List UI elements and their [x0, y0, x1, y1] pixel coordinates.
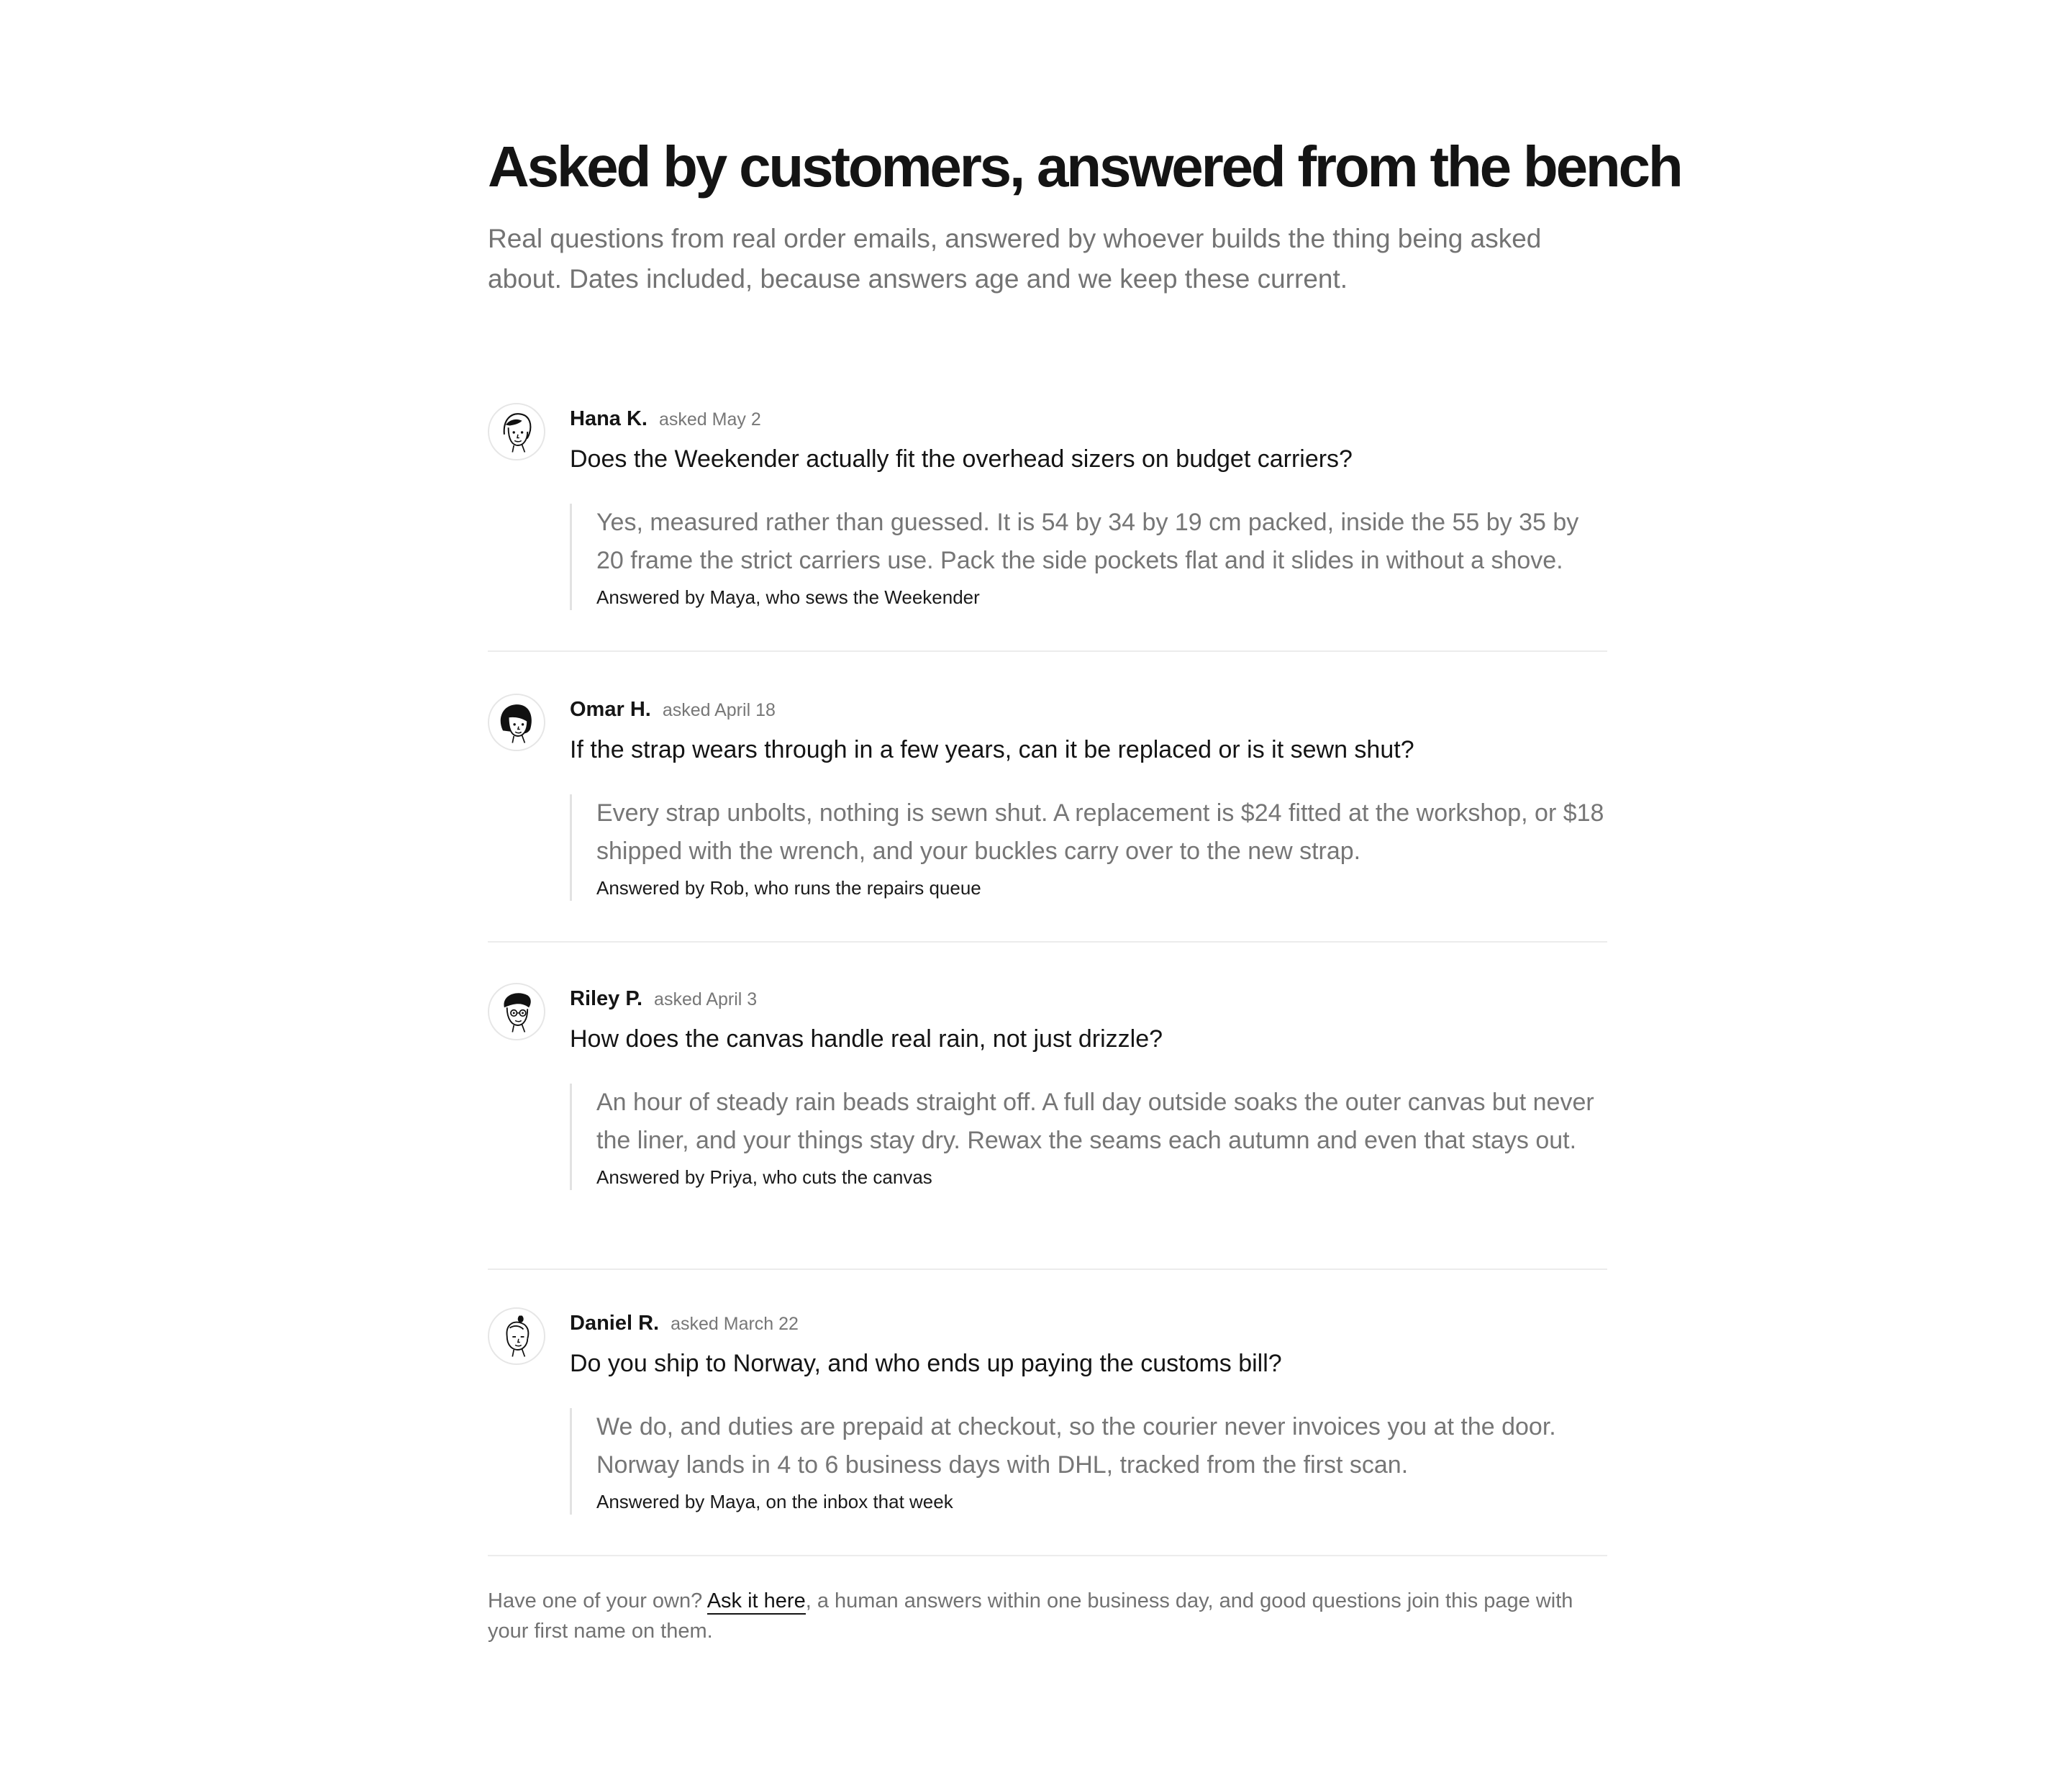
avatar [488, 983, 545, 1040]
asker-name: Omar H. [570, 698, 651, 721]
page-subtitle: Real questions from real order emails, answered by whoever builds the thing being asked about. Dates included, because answers age and we keep these current. [488, 224, 1542, 294]
ask-it-here-link[interactable]: Ask it here [707, 1589, 806, 1615]
avatar [488, 1307, 545, 1365]
qa-item-hana [488, 403, 1607, 652]
answer-attribution: Answered by Maya, on the inbox that week [596, 1491, 953, 1512]
footer-tail: , a human answers within one business day, and good questions join this page with your first name on them. [488, 1589, 1573, 1643]
question-text: Do you ship to Norway, and who ends up paying the customs bill? [570, 1350, 1282, 1377]
question-text: How does the canvas handle real rain, not just drizzle? [570, 1025, 1163, 1053]
answer-text: Every strap unbolts, nothing is sewn shut. A replacement is $24 fitted at the workshop, or $18 shipped with the wrench, and your buckles carry over to the new strap. [596, 799, 1604, 865]
face-daniel-icon [489, 1309, 544, 1363]
answer-block [570, 794, 1607, 901]
face-omar-icon [489, 695, 544, 750]
answer-text: Yes, measured rather than guessed. It is 54 by 34 by 19 cm packed, inside the 55 by 35 by 20 frame the strict carriers use. Pack the side pockets flat and it slides in without a shove. [596, 509, 1579, 574]
page-title: Asked by customers, answered from the bench [488, 135, 1681, 199]
asker-name: Riley P. [570, 987, 643, 1010]
qa-item-daniel [488, 1307, 1607, 1556]
answer-text: An hour of steady rain beads straight off. A full day outside soaks the outer canvas but never the liner, and your things stay dry. Rewax the seams each autumn and even that stays out. [596, 1089, 1594, 1154]
answer-attribution: Answered by Priya, who cuts the canvas [596, 1166, 932, 1188]
asked-date: asked May 2 [658, 409, 761, 430]
face-riley-icon [489, 984, 544, 1039]
avatar [488, 403, 545, 460]
face-hana-icon [489, 404, 544, 459]
answer-attribution: Answered by Rob, who runs the repairs queue [596, 877, 981, 899]
question-meta [570, 694, 776, 725]
question-meta [570, 983, 757, 1015]
question-text: If the strap wears through in a few years, can it be replaced or is it sewn shut? [570, 736, 1414, 763]
question-text: Does the Weekender actually fit the overhead sizers on budget carriers? [570, 445, 1353, 473]
avatar [488, 694, 545, 751]
answer-block [570, 504, 1607, 610]
asked-date: asked April 18 [662, 700, 776, 720]
ask-footer [488, 1586, 1607, 1646]
asker-name: Hana K. [570, 407, 648, 430]
qa-item-omar [488, 694, 1607, 943]
answer-text: We do, and duties are prepaid at checkout, so the courier never invoices you at the door. Norway lands in 4 to 6 business days with DHL, tracked from the first scan. [596, 1413, 1556, 1479]
answer-attribution: Answered by Maya, who sews the Weekender [596, 586, 980, 608]
asked-date: asked March 22 [671, 1314, 799, 1334]
question-meta [570, 1307, 799, 1339]
question-meta [570, 403, 761, 435]
footer-lead: Have one of your own? [488, 1589, 707, 1612]
qa-item-riley [488, 983, 1607, 1270]
asked-date: asked April 3 [654, 989, 758, 1009]
asker-name: Daniel R. [570, 1312, 660, 1335]
answer-block [570, 1084, 1607, 1190]
answer-block [570, 1408, 1607, 1515]
